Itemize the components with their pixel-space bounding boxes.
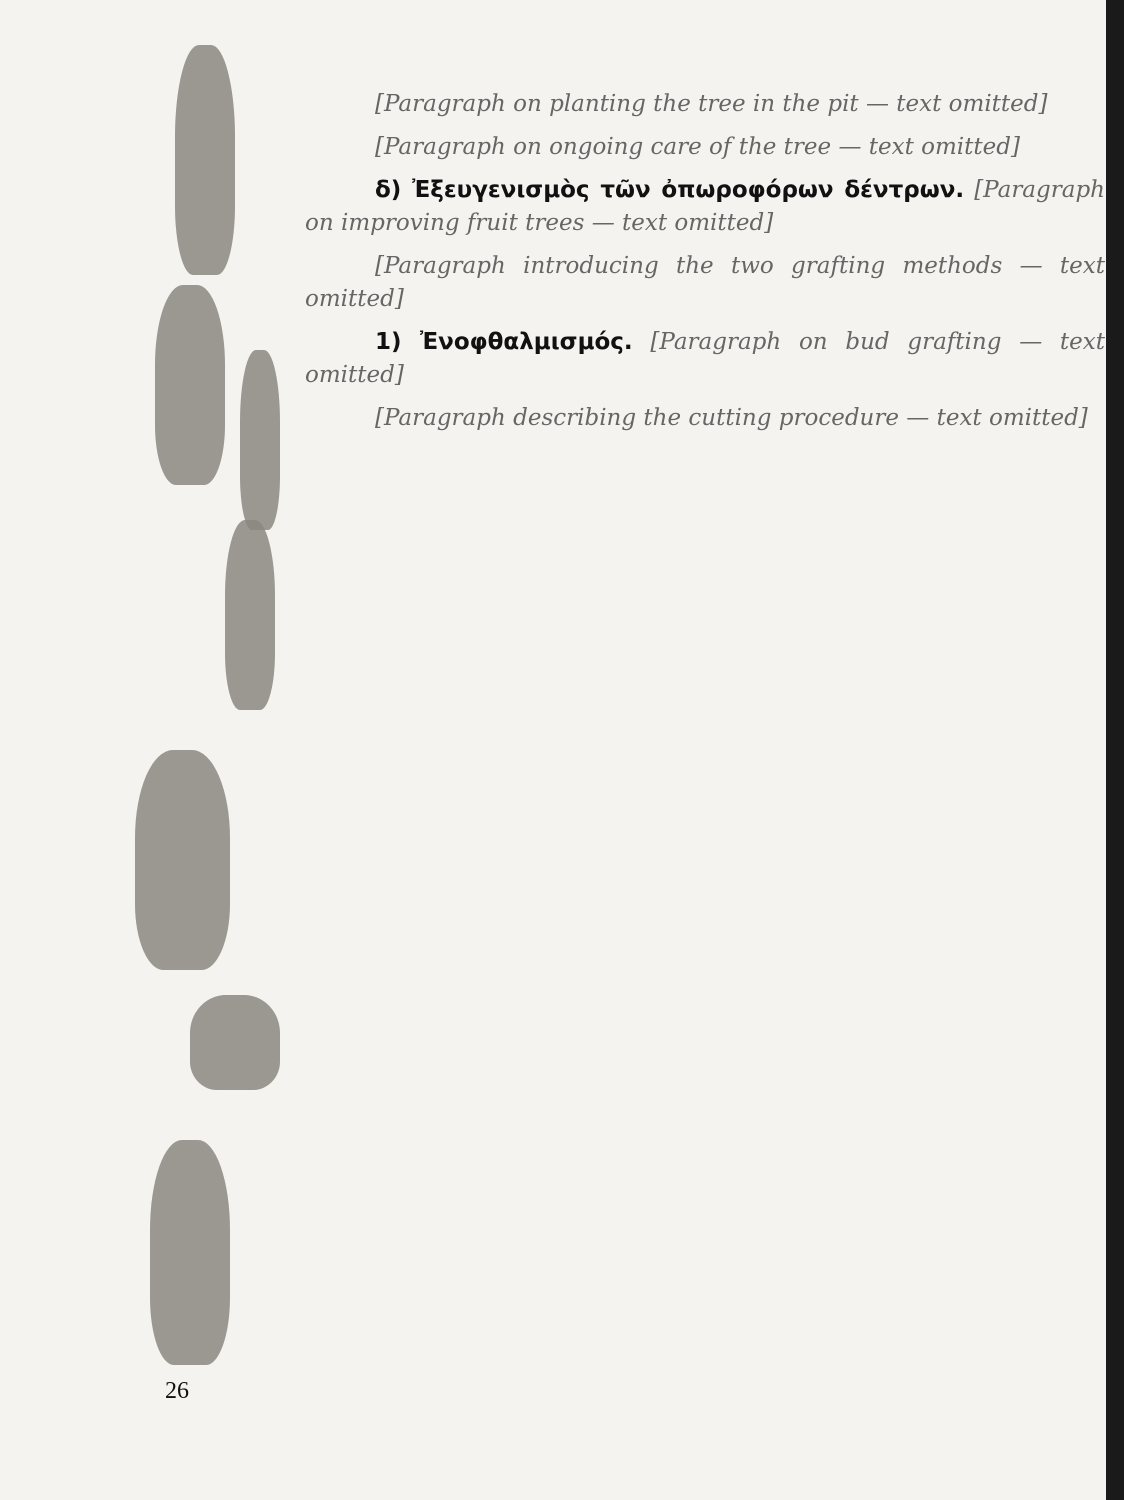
body-text bbox=[305, 88, 1105, 445]
paragraph-6: [Paragraph describing the cutting procedure — text omitted] bbox=[375, 405, 1088, 431]
section-heading-1: 1) Ἐνοφθαλμισμός. bbox=[375, 329, 633, 355]
bud-chip-icon bbox=[190, 995, 280, 1090]
paragraph-3-text: [Paragraph on improving fruit trees — text omitted] bbox=[305, 177, 1105, 236]
paragraph-5-text: [Paragraph on bud grafting — text omitted] bbox=[305, 329, 1105, 388]
section-heading-d: δ) Ἐξευγενισμὸς τῶν ὀπωροφόρων δέντρων. bbox=[375, 177, 965, 203]
paragraph-2: [Paragraph on ongoing care of the tree — text omitted] bbox=[375, 134, 1020, 160]
page-edge bbox=[1106, 0, 1124, 1500]
bud-shoot-icon bbox=[240, 350, 280, 530]
paragraph-1: [Paragraph on planting the tree in the pit — text omitted] bbox=[375, 91, 1048, 117]
split-stem-icon bbox=[155, 285, 225, 485]
paragraph-5 bbox=[305, 326, 1105, 392]
bound-graft-icon bbox=[150, 1140, 230, 1365]
paragraph-4: [Paragraph introducing the two grafting methods — text omitted] bbox=[305, 253, 1105, 312]
grafted-twig-icon bbox=[175, 45, 235, 275]
page-number: 26 bbox=[165, 1378, 189, 1404]
wrapped-graft-icon bbox=[225, 520, 275, 710]
paragraph-3 bbox=[305, 174, 1105, 240]
cut-stem-icon bbox=[135, 750, 230, 970]
